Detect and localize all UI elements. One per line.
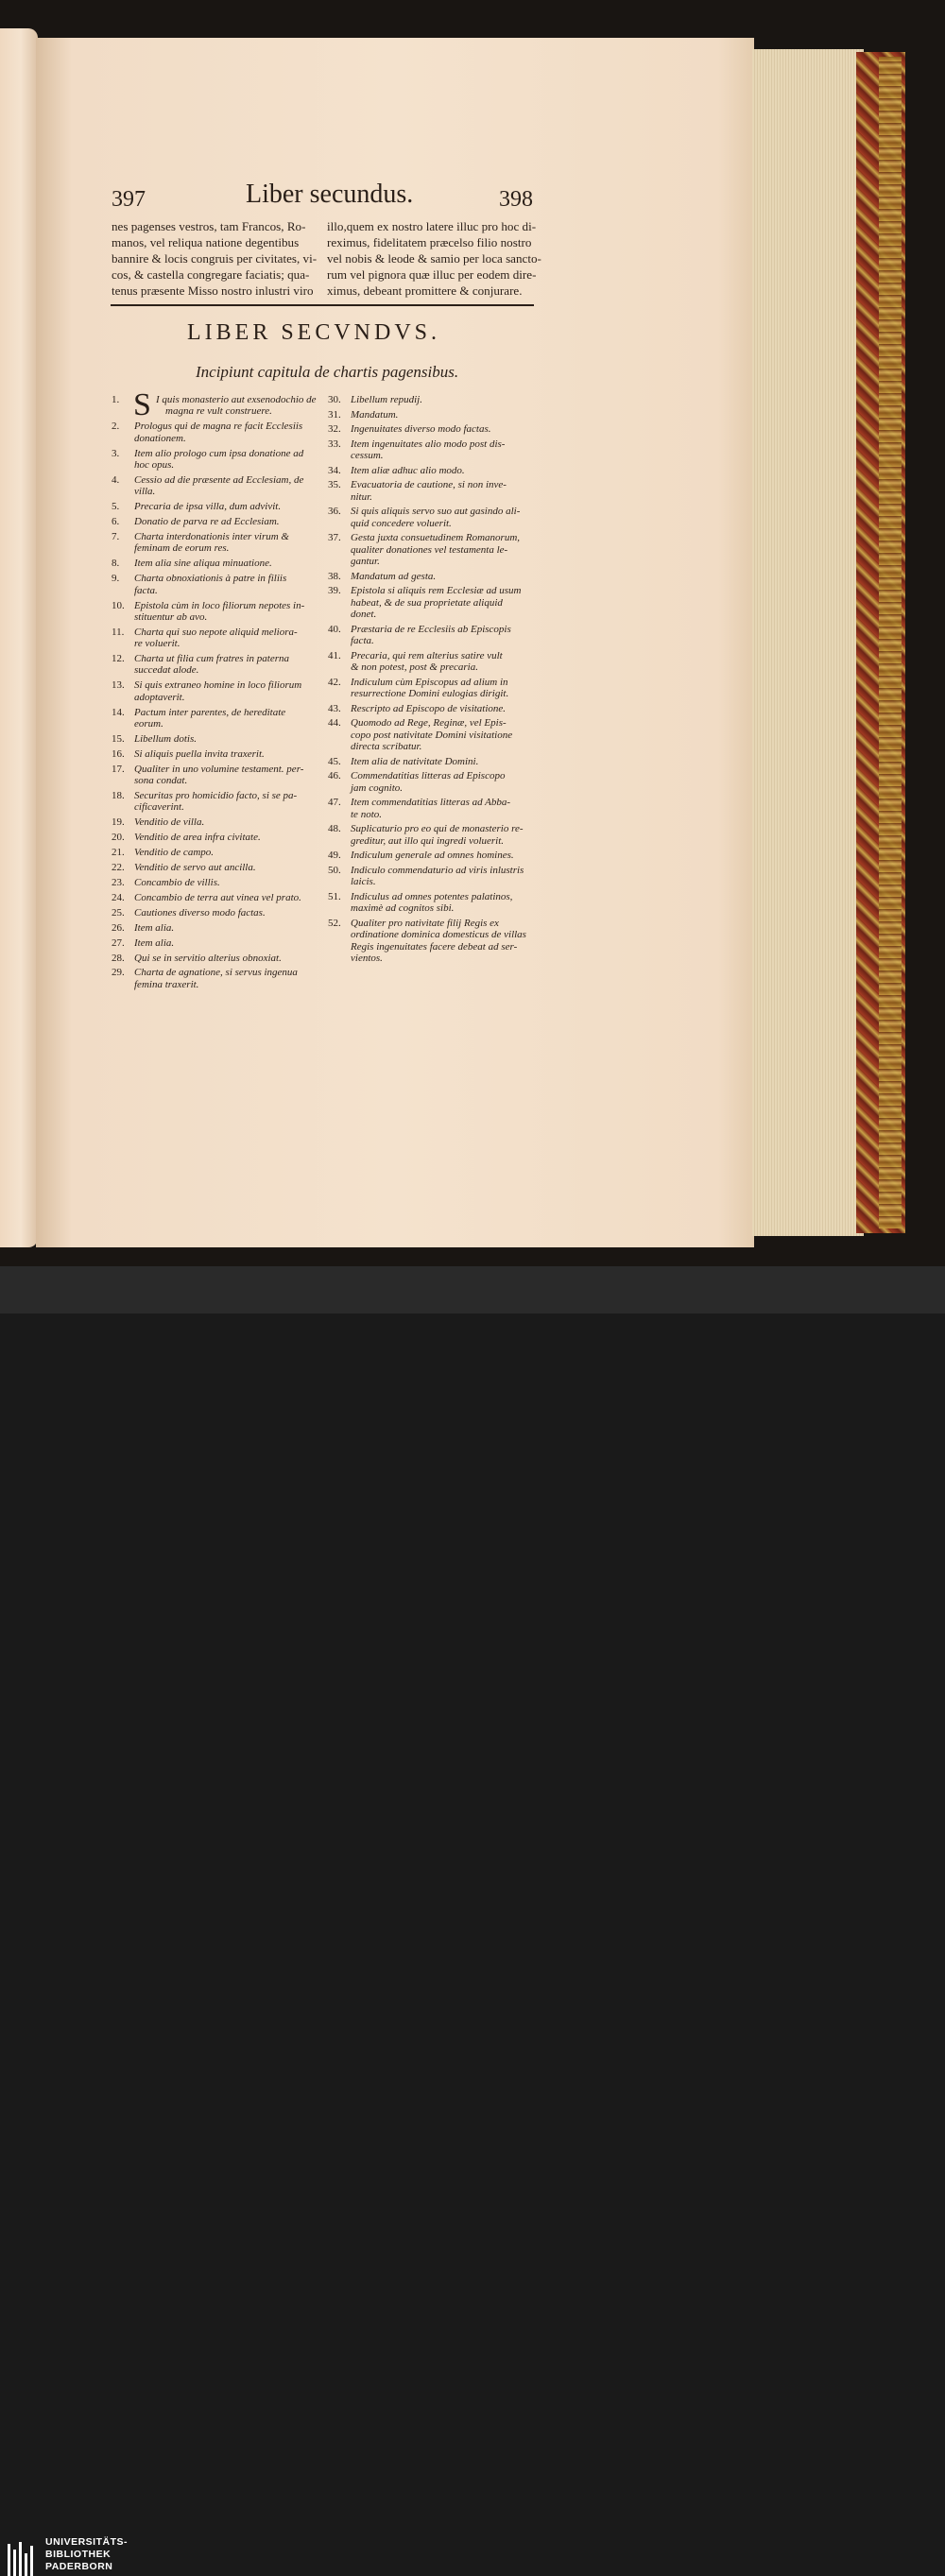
chapter-entry-text: laicis. [351, 876, 376, 888]
chapter-entry-text: qualiter donationes vel testamenta le- [351, 543, 508, 556]
chapter-entry-text: vientos. [351, 953, 383, 965]
chapter-entry-text: facta. [351, 635, 374, 647]
chapter-entry-text: Cessio ad die præsente ad Ecclesiam, de [134, 473, 304, 486]
chapter-number: 23. [112, 877, 125, 888]
chapter-entry-text: Si aliquis puella invita traxerit. [134, 747, 265, 760]
chapter-entry-text: magna re vult construere. [165, 405, 272, 418]
chapter-entry-text: Mandatum ad gesta. [351, 570, 437, 582]
chapter-entry-text: Donatio de parva re ad Ecclesiam. [134, 516, 280, 528]
chapter-number: 21. [112, 847, 125, 859]
chapter-number: 28. [112, 952, 125, 964]
intro-column-right [327, 218, 541, 299]
chapter-number: 30. [328, 394, 341, 405]
chapter-number: 41. [328, 649, 341, 661]
chapter-entry-text: cessum. [351, 450, 384, 462]
chapter-entry-text: resurrectione Domini eulogias dirigit. [351, 688, 509, 700]
chapter-entry-text: Charta de agnatione, si servus ingenua [134, 967, 298, 979]
chapter-number: 35. [328, 479, 341, 491]
chapter-entry-text: donet. [351, 609, 377, 621]
intro-line: illo,quem ex nostro latere illuc pro hoc di- [327, 219, 537, 233]
chapter-entry-text: femina traxerit. [134, 978, 199, 990]
chapter-entry-text: facta. [134, 584, 158, 596]
chapter-entry-text: eorum. [134, 718, 163, 730]
chapter-entry-text: Epistola cùm in loco filiorum nepotes in- [134, 599, 305, 611]
chapter-number: 6. [112, 516, 120, 528]
chapter-number: 39. [328, 585, 341, 597]
chapter-entry-text: Indiculo commendaturio ad viris inlustris [351, 865, 524, 876]
chapter-entry-text: Precaria, qui rem alterius satire vult [351, 649, 503, 661]
chapter-entry-text: gantur. [351, 556, 380, 568]
chapter-number: 5. [112, 501, 120, 513]
chapter-entry-text: I quis monasterio aut exsenodochio de [156, 394, 317, 405]
chapter-entry-text: Concambio de villis. [134, 877, 220, 888]
chapter-entry-text: nitur. [351, 490, 372, 503]
intro-column-left [112, 218, 317, 299]
intro-line: tenus præsente Misso nostro inlustri viro [112, 283, 314, 298]
chapter-number: 34. [328, 464, 341, 476]
chapter-number: 47. [328, 797, 341, 809]
chapter-number: 10. [112, 599, 125, 611]
chapter-entry-text: Prologus qui de magna re facit Ecclesiis [134, 421, 303, 433]
chapter-entry-text: Qualiter in uno volumine testament. per- [134, 763, 304, 775]
chapter-number: 33. [328, 438, 341, 450]
chapter-number: 48. [328, 823, 341, 835]
chapter-number: 31. [328, 408, 341, 421]
chapter-entry-text: Si quis extraneo homine in loco filiorum [134, 679, 302, 692]
intro-line: cos, & castella congregare faciatis; qua- [112, 267, 310, 282]
chapter-entry-text: Epistola si aliquis rem Ecclesiæ ad usum [351, 585, 522, 597]
chapter-entry-text: Indiculum generale ad omnes homines. [351, 850, 514, 862]
chapter-number: 18. [112, 790, 125, 802]
chapter-number: 29. [112, 967, 125, 979]
chapter-entry-text: villa. [134, 486, 156, 498]
chapter-entry-text: cificaverint. [134, 801, 184, 814]
chapter-entry-text: Quomodo ad Rege, Reginæ, vel Epis- [351, 717, 507, 730]
chapter-entry-text: hoc opus. [134, 458, 175, 471]
chapter-entry-text: ordinatione dominica domesticus de villas [351, 929, 526, 941]
chapter-entry-text: Gesta juxta consuetudinem Romanorum, [351, 532, 521, 544]
chapter-entry-text: Item alia sine aliqua minuatione. [134, 558, 272, 570]
chapter-number: 51. [328, 891, 341, 902]
chapter-title: LIBER SECVNDVS. [187, 320, 441, 345]
chapter-entry-text: Pactum inter parentes, de hereditate [134, 706, 286, 718]
intro-line: vel nobis & leode & samio per loca sancto- [327, 251, 541, 266]
chapter-number: 25. [112, 906, 125, 919]
chapter-number: 13. [112, 679, 125, 692]
chapter-entry-text: Libellum repudij. [351, 394, 422, 405]
chapter-number: 14. [112, 706, 125, 718]
chapter-entry-text: sona condat. [134, 775, 188, 787]
chapter-number: 20. [112, 832, 125, 844]
chapter-number: 40. [328, 623, 341, 635]
running-head: Liber secundus. [246, 180, 414, 209]
chapter-entry-text: Charta obnoxiationis à patre in filiis [134, 573, 287, 585]
chapter-number: 2. [112, 421, 120, 433]
intro-line: reximus, fidelitatem præcelso filio nostro [327, 235, 532, 249]
chapter-number: 3. [112, 447, 120, 459]
chapter-entry-text: Rescripto ad Episcopo de visitatione. [351, 702, 507, 714]
chapter-entry-text: Qui se in servitio alterius obnoxiat. [134, 952, 282, 964]
chapter-subtitle: Incipiunt capitula de chartis pagensibus. [196, 363, 459, 381]
chapter-entry-text: donationem. [134, 432, 186, 444]
page-block-edge [752, 49, 864, 1236]
chapter-entry-text: Qualiter pro nativitate filij Regis ex [351, 918, 499, 929]
intro-line: ximus, debeant promittere & conjurare. [327, 283, 523, 298]
horizontal-rule [111, 304, 534, 306]
chapter-entry-text: Regis ingenuitates facere debeat ad ser- [351, 940, 518, 953]
chapter-entry-text: stituentur ab avo. [134, 610, 208, 623]
chapter-entry-text: Charta interdonationis inter virum & [134, 531, 289, 542]
chapter-entry-text: quid concedere voluerit. [351, 517, 452, 529]
gilt-border [879, 57, 902, 1228]
chapter-entry-text: Ingenuitates diverso modo factas. [351, 423, 491, 436]
chapter-entry-text: Evacuatoria de cautione, si non inve- [351, 479, 507, 491]
chapter-number: 46. [328, 770, 341, 782]
chapter-entry-text: Si quis aliquis servo suo aut gasindo ali- [351, 506, 521, 518]
chapter-number: 50. [328, 865, 341, 876]
library-footer [0, 1266, 945, 2572]
chapter-number: 9. [112, 573, 120, 585]
chapter-number: 12. [112, 653, 125, 665]
chapter-entry-text: habeat, & de sua proprietate aliquid [351, 596, 503, 609]
chapter-number: 22. [112, 862, 125, 874]
chapter-entry-text: Venditio de servo aut ancilla. [134, 862, 256, 874]
chapter-number: 43. [328, 702, 341, 714]
chapter-number: 15. [112, 733, 125, 745]
chapter-entry-text: succedat alode. [134, 664, 199, 677]
chapter-entry-text: Item alia de nativitate Domini. [351, 755, 479, 767]
intro-line: nes pagenses vestros, tam Francos, Ro- [112, 219, 306, 233]
intro-line: bannire & locis congruis per civitates, vi- [112, 251, 318, 266]
chapter-entry-text: Securitas pro homicidio facto, si se pa- [134, 790, 298, 802]
chapter-entry-text: adoptaverit. [134, 691, 185, 703]
intro-line: rum vel pignora quæ illuc per eodem dire- [327, 267, 537, 282]
chapter-entry-text: Item alia. [134, 921, 175, 934]
chapter-number: 45. [328, 755, 341, 767]
chapter-entry-text: & non potest, post & precaria. [351, 661, 478, 674]
chapter-entry-text: feminam de eorum res. [134, 542, 230, 555]
footer-line-3: PADERBORN [45, 2561, 113, 2572]
chapter-number: 1. [112, 394, 120, 405]
chapter-number: 4. [112, 473, 120, 486]
chapter-entry-text: re voluerit. [134, 638, 180, 650]
chapter-entry-text: Mandatum. [351, 408, 399, 421]
chapter-number: 38. [328, 570, 341, 582]
chapter-entry-text: maximè ad cognitos sibi. [351, 902, 455, 915]
chapter-entry-text: Venditio de villa. [134, 816, 205, 829]
chapter-entry-text: jam cognito. [351, 781, 403, 794]
chapter-entry-text: Item ingenuitates alio modo post dis- [351, 438, 506, 450]
library-logo-icon [6, 2538, 38, 2576]
chapter-entry-text: copo post nativitate Domini visitatione [351, 729, 513, 741]
intro-line: manos, vel reliqua natione degentibus [112, 235, 300, 249]
chapter-number: 36. [328, 506, 341, 518]
chapter-entry-text: Precaria de ipsa villa, dum advivit. [134, 501, 282, 513]
left-page-edge [0, 28, 38, 1247]
chapter-entry-text: greditur, aut illo qui ingredi voluerit. [351, 834, 505, 847]
chapter-entry-text: Charta qui suo nepote aliquid meliora- [134, 626, 298, 638]
chapter-number: 16. [112, 747, 125, 760]
chapter-entry-text: directa scribatur. [351, 741, 422, 753]
right-page-number: 398 [499, 187, 533, 212]
chapter-number: 19. [112, 816, 125, 829]
chapter-entry-text: te noto. [351, 808, 382, 820]
chapter-entry-text: Commendatitias litteras ad Episcopo [351, 770, 506, 782]
drop-cap: S [133, 387, 151, 422]
chapter-number: 7. [112, 531, 120, 542]
chapter-number: 27. [112, 936, 125, 949]
chapter-number: 24. [112, 891, 125, 903]
footer-line-2: BIBLIOTHEK [45, 2549, 112, 2560]
chapter-number: 17. [112, 763, 125, 775]
chapter-entry-text: Libellum dotis. [134, 733, 198, 745]
chapter-number: 49. [328, 850, 341, 862]
chapter-entry-text: Venditio de area infra civitate. [134, 832, 261, 844]
chapter-entry-text: Cautiones diverso modo factas. [134, 906, 266, 919]
chapter-entry-text: Item alia. [134, 936, 175, 949]
chapter-number: 52. [328, 918, 341, 929]
chapter-entry-text: Indiculus ad omnes potentes palatinos, [351, 891, 513, 902]
chapter-number: 32. [328, 423, 341, 436]
footer-line-1: UNIVERSITÄTS- [45, 2536, 129, 2548]
chapter-entry-text: Indiculum cùm Episcopus ad alium in [351, 676, 508, 688]
chapter-entry-text: Item alio prologo cum ipsa donatione ad [134, 447, 304, 459]
chapter-entry-text: Præstaria de re Ecclesiis ab Episcopis [351, 623, 511, 635]
chapter-number: 44. [328, 717, 341, 730]
chapter-number: 42. [328, 676, 341, 688]
left-page-number: 397 [112, 187, 146, 212]
chapter-entry-text: Charta ut filia cum fratres in paterna [134, 653, 289, 665]
chapter-number: 26. [112, 921, 125, 934]
chapter-entry-text: Item commendatitias litteras ad Abba- [351, 797, 511, 809]
chapter-entry-text: Item aliæ adhuc alio modo. [351, 464, 465, 476]
chapter-entry-text: Suplicaturio pro eo qui de monasterio re- [351, 823, 524, 835]
chapter-number: 11. [112, 626, 125, 638]
book-scan [0, 0, 945, 1266]
chapter-entry-text: Venditio de campo. [134, 847, 215, 859]
chapter-number: 37. [328, 532, 341, 544]
chapter-entry-text: Concambio de terra aut vinea vel prato. [134, 891, 301, 903]
chapter-number: 8. [112, 558, 120, 570]
